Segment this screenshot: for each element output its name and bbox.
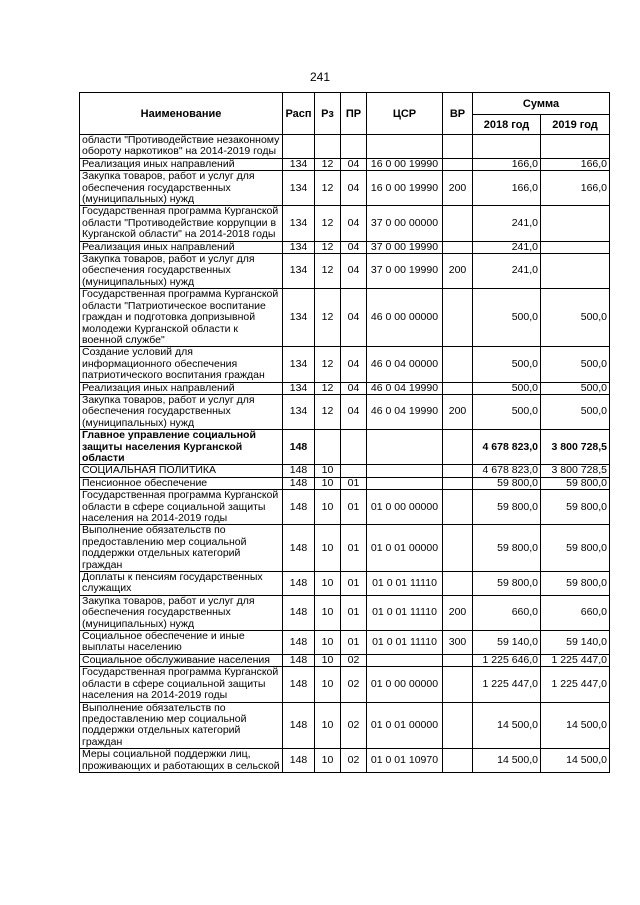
cell-y2019: 14 500,0 xyxy=(541,702,610,749)
cell-rz: 10 xyxy=(315,749,341,773)
cell-y2019: 14 500,0 xyxy=(541,749,610,773)
cell-name: Закупка товаров, работ и услуг для обеспечения государственных (муниципальных) нужд xyxy=(80,394,283,429)
cell-rasp: 148 xyxy=(283,477,315,489)
cell-rz: 10 xyxy=(315,595,341,630)
cell-rz: 12 xyxy=(315,206,341,241)
cell-pr: 04 xyxy=(341,289,367,347)
cell-csr: 46 0 00 00000 xyxy=(367,289,443,347)
header-2018: 2018 год xyxy=(473,115,541,135)
cell-y2018: 59 800,0 xyxy=(473,572,541,596)
cell-name: области "Противодействие незаконному обороту наркотиков" на 2014-2019 годы xyxy=(80,135,283,159)
cell-pr: 04 xyxy=(341,382,367,394)
cell-y2019: 500,0 xyxy=(541,382,610,394)
cell-vr: 200 xyxy=(443,254,473,289)
table-row xyxy=(80,667,610,702)
cell-rz: 10 xyxy=(315,465,341,477)
cell-pr: 04 xyxy=(341,158,367,170)
cell-y2018: 59 140,0 xyxy=(473,631,541,655)
table-row xyxy=(80,490,610,525)
cell-y2019: 500,0 xyxy=(541,347,610,382)
cell-vr xyxy=(443,382,473,394)
cell-name: Выполнение обязательств по предоставлению мер социальной поддержки отдельных категорий граждан xyxy=(80,525,283,572)
cell-y2019: 59 800,0 xyxy=(541,477,610,489)
cell-csr: 01 0 01 00000 xyxy=(367,702,443,749)
table-row xyxy=(80,158,610,170)
cell-pr: 01 xyxy=(341,490,367,525)
cell-rasp: 148 xyxy=(283,430,315,465)
cell-pr: 01 xyxy=(341,595,367,630)
cell-name: СОЦИАЛЬНАЯ ПОЛИТИКА xyxy=(80,465,283,477)
table-row xyxy=(80,382,610,394)
cell-y2019 xyxy=(541,206,610,241)
cell-name: Социальное обеспечение и иные выплаты населению xyxy=(80,631,283,655)
cell-rz: 10 xyxy=(315,477,341,489)
cell-rasp: 148 xyxy=(283,631,315,655)
budget-table xyxy=(79,92,610,773)
cell-y2018: 500,0 xyxy=(473,382,541,394)
cell-name: Государственная программа Курганской области в сфере социальной защиты населения на 2014-2019 годы xyxy=(80,667,283,702)
cell-vr xyxy=(443,430,473,465)
cell-y2018: 241,0 xyxy=(473,254,541,289)
cell-y2018: 500,0 xyxy=(473,394,541,429)
cell-rasp: 148 xyxy=(283,490,315,525)
cell-csr: 46 0 04 00000 xyxy=(367,347,443,382)
cell-y2019: 166,0 xyxy=(541,171,610,206)
cell-rasp: 148 xyxy=(283,572,315,596)
cell-csr: 37 0 00 19990 xyxy=(367,254,443,289)
cell-name: Реализация иных направлений xyxy=(80,158,283,170)
cell-pr: 04 xyxy=(341,394,367,429)
table-row xyxy=(80,477,610,489)
cell-y2018: 59 800,0 xyxy=(473,490,541,525)
cell-pr: 04 xyxy=(341,347,367,382)
cell-rasp: 134 xyxy=(283,158,315,170)
cell-y2019: 3 800 728,5 xyxy=(541,430,610,465)
cell-rasp: 134 xyxy=(283,347,315,382)
cell-rz: 12 xyxy=(315,394,341,429)
cell-rz: 12 xyxy=(315,382,341,394)
cell-rz: 10 xyxy=(315,654,341,666)
cell-csr: 46 0 04 19990 xyxy=(367,382,443,394)
header-rasp: Расп xyxy=(283,93,315,135)
table-row xyxy=(80,206,610,241)
cell-y2018: 59 800,0 xyxy=(473,477,541,489)
cell-y2019 xyxy=(541,135,610,159)
cell-pr xyxy=(341,465,367,477)
cell-csr xyxy=(367,430,443,465)
cell-rz xyxy=(315,430,341,465)
cell-vr xyxy=(443,206,473,241)
cell-csr: 01 0 00 00000 xyxy=(367,490,443,525)
cell-rasp: 148 xyxy=(283,465,315,477)
cell-y2018 xyxy=(473,135,541,159)
cell-vr: 200 xyxy=(443,394,473,429)
cell-csr: 37 0 00 00000 xyxy=(367,206,443,241)
cell-name: Государственная программа Курганской области в сфере социальной защиты населения на 2014-2019 годы xyxy=(80,490,283,525)
cell-name: Доплаты к пенсиям государственных служащих xyxy=(80,572,283,596)
cell-y2018: 14 500,0 xyxy=(473,749,541,773)
cell-rasp: 134 xyxy=(283,394,315,429)
cell-rasp: 134 xyxy=(283,171,315,206)
cell-vr xyxy=(443,702,473,749)
cell-y2018: 1 225 447,0 xyxy=(473,667,541,702)
cell-name: Реализация иных направлений xyxy=(80,382,283,394)
cell-rz: 10 xyxy=(315,525,341,572)
cell-name: Закупка товаров, работ и услуг для обеспечения государственных (муниципальных) нужд xyxy=(80,171,283,206)
cell-y2018: 4 678 823,0 xyxy=(473,465,541,477)
cell-y2018: 4 678 823,0 xyxy=(473,430,541,465)
table-row xyxy=(80,254,610,289)
cell-vr xyxy=(443,572,473,596)
cell-name: Пенсионное обеспечение xyxy=(80,477,283,489)
header-2019: 2019 год xyxy=(541,115,610,135)
cell-pr: 01 xyxy=(341,572,367,596)
table-body xyxy=(80,135,610,773)
cell-pr xyxy=(341,135,367,159)
header-sum: Сумма xyxy=(473,93,610,115)
cell-csr xyxy=(367,465,443,477)
cell-rasp: 148 xyxy=(283,702,315,749)
header-vr: ВР xyxy=(443,93,473,135)
cell-rasp: 134 xyxy=(283,382,315,394)
cell-pr: 04 xyxy=(341,254,367,289)
cell-vr xyxy=(443,525,473,572)
cell-vr xyxy=(443,347,473,382)
table-row xyxy=(80,572,610,596)
cell-rz: 10 xyxy=(315,667,341,702)
cell-name: Выполнение обязательств по предоставлению мер социальной поддержки отдельных категорий граждан xyxy=(80,702,283,749)
cell-csr xyxy=(367,477,443,489)
table-row xyxy=(80,654,610,666)
table-row xyxy=(80,465,610,477)
cell-rz: 10 xyxy=(315,572,341,596)
cell-csr: 16 0 00 19990 xyxy=(367,158,443,170)
cell-y2019: 59 140,0 xyxy=(541,631,610,655)
table-row xyxy=(80,631,610,655)
cell-csr: 01 0 01 11110 xyxy=(367,595,443,630)
cell-y2019: 166,0 xyxy=(541,158,610,170)
cell-csr: 46 0 04 19990 xyxy=(367,394,443,429)
cell-y2019 xyxy=(541,241,610,253)
table-row xyxy=(80,171,610,206)
cell-y2018: 166,0 xyxy=(473,171,541,206)
cell-csr: 01 0 01 11110 xyxy=(367,631,443,655)
header-pr: ПР xyxy=(341,93,367,135)
cell-rasp: 148 xyxy=(283,749,315,773)
cell-rasp: 134 xyxy=(283,289,315,347)
cell-pr: 02 xyxy=(341,654,367,666)
cell-csr: 16 0 00 19990 xyxy=(367,171,443,206)
cell-name: Государственная программа Курганской области "Противодействие коррупции в Курганской области" на 2014-2018 годы xyxy=(80,206,283,241)
cell-rz: 12 xyxy=(315,289,341,347)
cell-pr: 02 xyxy=(341,667,367,702)
cell-name: Социальное обслуживание населения xyxy=(80,654,283,666)
cell-y2019: 500,0 xyxy=(541,394,610,429)
cell-y2018: 59 800,0 xyxy=(473,525,541,572)
table-row xyxy=(80,394,610,429)
cell-vr: 300 xyxy=(443,631,473,655)
cell-rasp: 148 xyxy=(283,595,315,630)
cell-name: Закупка товаров, работ и услуг для обеспечения государственных (муниципальных) нужд xyxy=(80,595,283,630)
cell-rz xyxy=(315,135,341,159)
cell-pr: 01 xyxy=(341,477,367,489)
cell-vr xyxy=(443,490,473,525)
cell-rasp xyxy=(283,135,315,159)
cell-vr xyxy=(443,477,473,489)
cell-vr: 200 xyxy=(443,171,473,206)
cell-y2019: 660,0 xyxy=(541,595,610,630)
cell-vr xyxy=(443,289,473,347)
cell-vr: 200 xyxy=(443,595,473,630)
cell-pr: 02 xyxy=(341,702,367,749)
table-row xyxy=(80,595,610,630)
cell-y2019: 3 800 728,5 xyxy=(541,465,610,477)
cell-name: Создание условий для информационного обеспечения патриотического воспитания граждан xyxy=(80,347,283,382)
cell-csr xyxy=(367,654,443,666)
cell-pr: 04 xyxy=(341,206,367,241)
cell-name: Закупка товаров, работ и услуг для обеспечения государственных (муниципальных) нужд xyxy=(80,254,283,289)
cell-rz: 10 xyxy=(315,702,341,749)
cell-pr: 04 xyxy=(341,171,367,206)
cell-y2018: 1 225 646,0 xyxy=(473,654,541,666)
table-row xyxy=(80,241,610,253)
cell-rasp: 134 xyxy=(283,254,315,289)
cell-y2019: 1 225 447,0 xyxy=(541,654,610,666)
cell-rz: 12 xyxy=(315,158,341,170)
cell-y2018: 14 500,0 xyxy=(473,702,541,749)
cell-csr xyxy=(367,135,443,159)
header-csr: ЦСР xyxy=(367,93,443,135)
cell-rz: 12 xyxy=(315,171,341,206)
cell-y2019 xyxy=(541,254,610,289)
cell-rasp: 134 xyxy=(283,241,315,253)
cell-vr xyxy=(443,241,473,253)
cell-name: Главное управление социальной защиты населения Курганской области xyxy=(80,430,283,465)
cell-rz: 10 xyxy=(315,631,341,655)
cell-pr: 01 xyxy=(341,631,367,655)
cell-csr: 01 0 01 11110 xyxy=(367,572,443,596)
cell-y2019: 59 800,0 xyxy=(541,490,610,525)
table-row xyxy=(80,525,610,572)
cell-rz: 12 xyxy=(315,241,341,253)
table-row xyxy=(80,347,610,382)
cell-rasp: 148 xyxy=(283,654,315,666)
cell-rasp: 148 xyxy=(283,667,315,702)
cell-vr xyxy=(443,465,473,477)
table-row xyxy=(80,749,610,773)
cell-vr xyxy=(443,749,473,773)
cell-y2019: 59 800,0 xyxy=(541,572,610,596)
cell-vr xyxy=(443,667,473,702)
cell-y2018: 241,0 xyxy=(473,206,541,241)
cell-vr xyxy=(443,654,473,666)
cell-vr xyxy=(443,158,473,170)
cell-y2019: 1 225 447,0 xyxy=(541,667,610,702)
cell-pr: 01 xyxy=(341,525,367,572)
cell-name: Реализация иных направлений xyxy=(80,241,283,253)
cell-pr: 04 xyxy=(341,241,367,253)
cell-csr: 01 0 00 00000 xyxy=(367,667,443,702)
table-row xyxy=(80,702,610,749)
cell-name: Меры социальной поддержки лиц, проживающих и работающих в сельской xyxy=(80,749,283,773)
cell-rz: 10 xyxy=(315,490,341,525)
cell-y2018: 241,0 xyxy=(473,241,541,253)
page-number: 241 xyxy=(309,70,331,84)
cell-name: Государственная программа Курганской области "Патриотическое воспитание граждан и подготовка допризывной молодежи Курганской области к военной службе" xyxy=(80,289,283,347)
cell-y2018: 166,0 xyxy=(473,158,541,170)
cell-y2018: 500,0 xyxy=(473,289,541,347)
cell-y2019: 500,0 xyxy=(541,289,610,347)
header-rz: Рз xyxy=(315,93,341,135)
cell-csr: 37 0 00 19990 xyxy=(367,241,443,253)
table-row xyxy=(80,430,610,465)
cell-pr xyxy=(341,430,367,465)
cell-pr: 02 xyxy=(341,749,367,773)
cell-vr xyxy=(443,135,473,159)
cell-csr: 01 0 01 00000 xyxy=(367,525,443,572)
cell-rz: 12 xyxy=(315,254,341,289)
header-name: Наименование xyxy=(80,93,283,135)
cell-rz: 12 xyxy=(315,347,341,382)
cell-rasp: 134 xyxy=(283,206,315,241)
table-row xyxy=(80,135,610,159)
cell-y2018: 660,0 xyxy=(473,595,541,630)
cell-y2019: 59 800,0 xyxy=(541,525,610,572)
cell-csr: 01 0 01 10970 xyxy=(367,749,443,773)
cell-y2018: 500,0 xyxy=(473,347,541,382)
cell-rasp: 148 xyxy=(283,525,315,572)
table-row xyxy=(80,289,610,347)
